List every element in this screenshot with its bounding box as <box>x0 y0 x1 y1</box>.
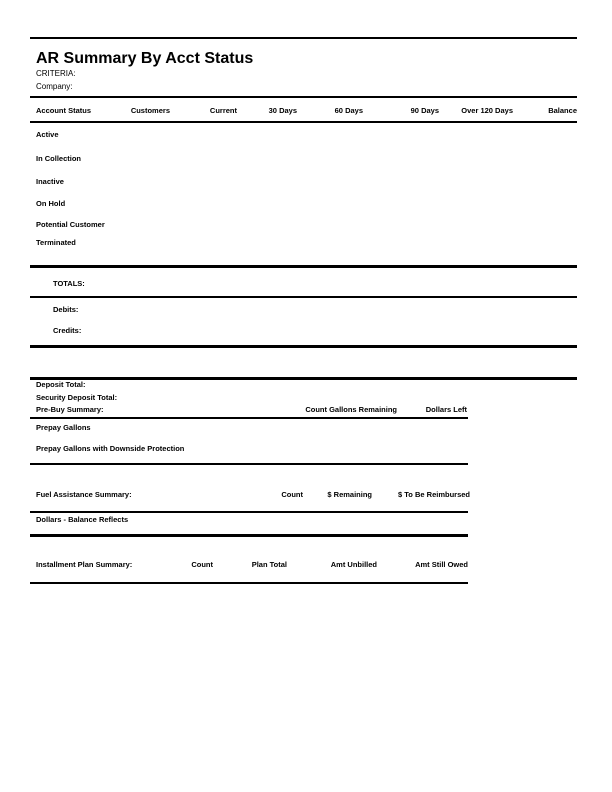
column-header-over-120-days: Over 120 Days <box>461 106 513 115</box>
installment-column-plan-total: Plan Total <box>251 560 287 569</box>
deposit-total-label: Deposit Total: <box>36 380 86 389</box>
deposit-section-rule <box>30 377 577 380</box>
table-row-active: Active <box>36 130 59 139</box>
table-row-terminated: Terminated <box>36 238 76 247</box>
totals-rule <box>30 296 577 298</box>
security-deposit-total-label: Security Deposit Total: <box>36 393 118 402</box>
prebuy-row-prepay-gallons: Prepay Gallons <box>36 423 91 432</box>
fuel-assistance-column-count: Count <box>281 490 303 499</box>
installment-column-amt-still-owed: Amt Still Owed <box>415 560 468 569</box>
table-row-inactive: Inactive <box>36 177 64 186</box>
totals-top-rule <box>30 265 577 268</box>
prebuy-column-count-gallons-remaining: Count Gallons Remaining <box>305 405 397 414</box>
column-header-current: Current <box>209 106 237 115</box>
totals-bottom-rule <box>30 345 577 348</box>
table-row-on-hold: On Hold <box>36 199 66 208</box>
credits-label: Credits: <box>53 326 82 335</box>
column-header-account-status: Account Status <box>36 106 92 115</box>
totals-label: TOTALS: <box>53 279 85 288</box>
fuel-assistance-row-dollars-balance-reflects: Dollars - Balance Reflects <box>36 515 129 524</box>
company-label: Company: <box>36 82 73 91</box>
prebuy-header-rule <box>30 417 468 419</box>
page-top-rule <box>30 37 577 39</box>
prebuy-bottom-rule <box>30 463 468 465</box>
column-header-balance: Balance <box>548 106 577 115</box>
fuel-assistance-bottom-rule <box>30 534 468 537</box>
fuel-assistance-column-to-be-reimbursed: $ To Be Reimbursed <box>398 490 470 499</box>
fuel-assistance-title: Fuel Assistance Summary: <box>36 490 132 499</box>
column-header-rule <box>30 121 577 123</box>
fuel-assistance-column-remaining: $ Remaining <box>327 490 372 499</box>
table-row-potential-customer: Potential Customer <box>36 220 105 229</box>
column-header-customers: Customers <box>130 106 170 115</box>
prebuy-row-prepay-gallons-downside: Prepay Gallons with Downside Protection <box>36 444 185 453</box>
fuel-assistance-header-rule <box>30 511 468 513</box>
installment-column-amt-unbilled: Amt Unbilled <box>330 560 377 569</box>
column-header-60-days: 60 Days <box>334 106 363 115</box>
criteria-label: CRITERIA: <box>36 69 76 78</box>
table-row-in-collection: In Collection <box>36 154 81 163</box>
header-bottom-rule <box>30 96 577 98</box>
column-header-30-days: 30 Days <box>268 106 297 115</box>
debits-label: Debits: <box>53 305 79 314</box>
installment-column-count: Count <box>191 560 213 569</box>
prebuy-summary-title: Pre-Buy Summary: <box>36 405 104 414</box>
page-title: AR Summary By Acct Status <box>36 50 254 67</box>
prebuy-column-dollars-left: Dollars Left <box>425 405 467 414</box>
installment-bottom-rule <box>30 582 468 584</box>
installment-plan-title: Installment Plan Summary: <box>36 560 133 569</box>
column-header-90-days: 90 Days <box>410 106 439 115</box>
